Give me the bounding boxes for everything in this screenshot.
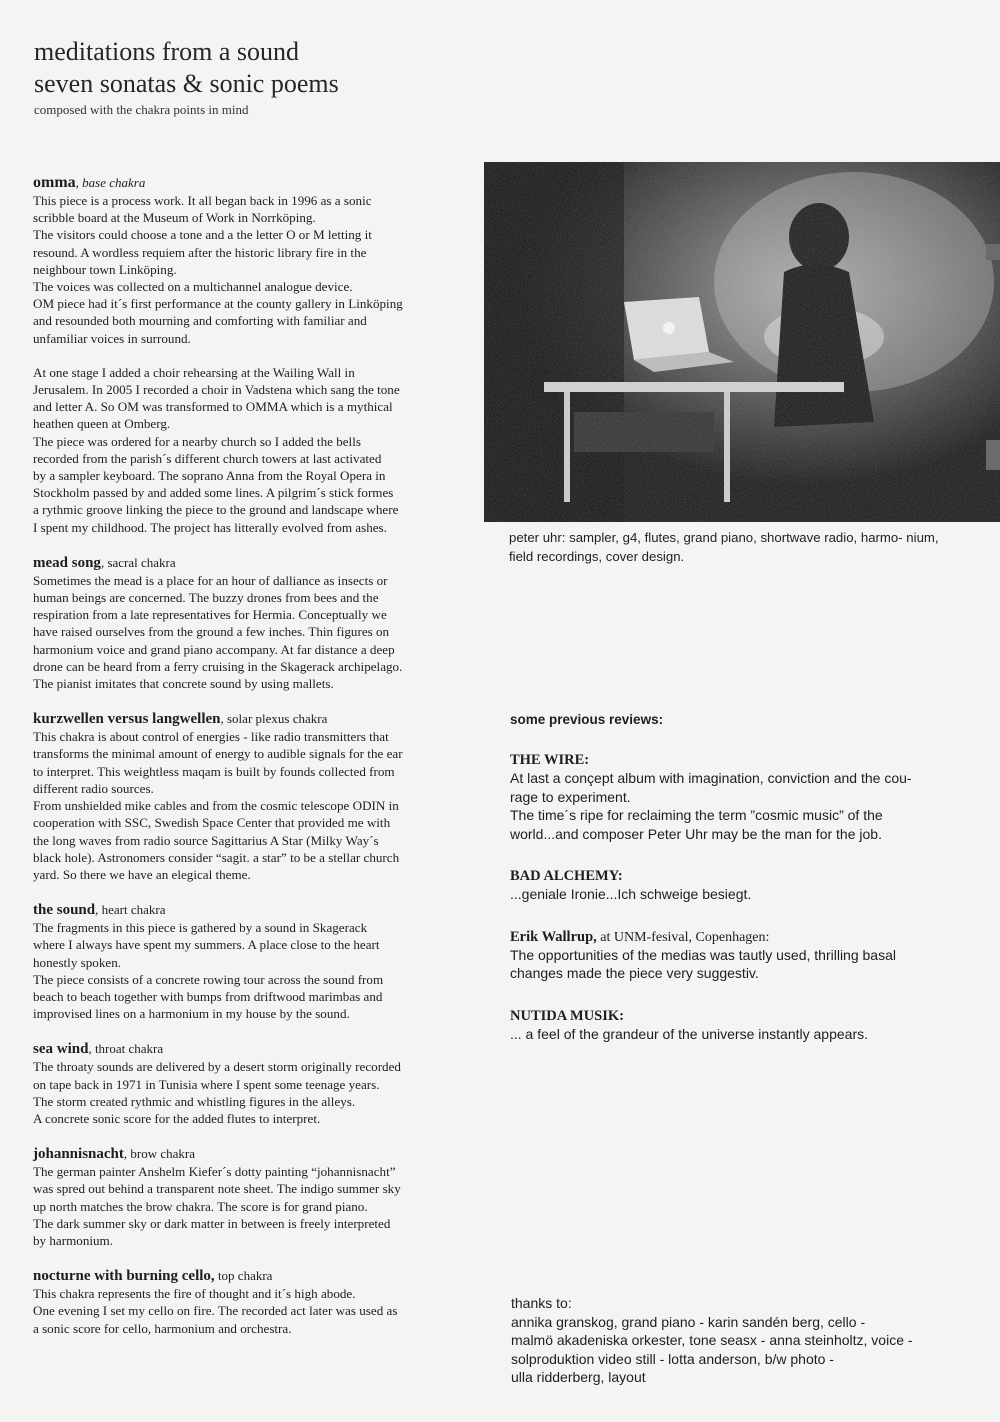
thanks-text: annika granskog, grand piano - karin sandén berg, cello - malmö akadeniska orkester, tone seasx - anna steinholtz, voice - solproduktion video still - lotta anderson, b/w photo - ulla ridderberg, layout: [511, 1313, 913, 1385]
reviews-block: [510, 712, 960, 1067]
section-title: mead song: [33, 554, 101, 571]
section-chakra: , base chakra: [75, 175, 146, 190]
review-erik-wallrup: [510, 928, 960, 983]
title-line-2: seven sonatas & sonic poems: [34, 69, 339, 98]
photo-caption: peter uhr: sampler, g4, flutes, grand piano, shortwave radio, harmo- nium, field recordings, cover design.: [509, 530, 939, 564]
section-omma: [33, 174, 453, 536]
review-text: ...geniale Ironie...Ich schweige besiegt.: [510, 886, 752, 902]
section-heading: [33, 901, 453, 919]
section-paragraph: This chakra is about control of energies - like radio transmitters that transforms the minimal amount of energy to audible signals for the ear to interpret. This weightless maqam is built by founds collected from different radio sources. From unshielded mike cables and from the cosmic telescope ODIN in cooperation with SSC, Swedish Space Center that provided me with the long waves from radio source Sagittarius A Star (Milky Way´s black hole). Astronomers consider “sagit. a star” to be a stellar church yard. So there we have an elegical theme.: [33, 729, 403, 882]
review-source-line: [510, 1007, 960, 1025]
section-paragraph: Sometimes the mead is a place for an hour of dalliance as insects or human beings are concerned. The buzzy drones from bees and the respiration from a late representatives for Hermia. Conceptually we have raised ourselves from the ground a few inches. Thin figures on harmonium voice and grand piano accompany. At far distance a deep drone can be heard from a ferry cruising in the Skagerack archipelago. The pianist imitates that concrete sound by using mallets.: [33, 572, 403, 692]
section-sea-wind: [33, 1040, 453, 1127]
performance-photo-graphic: [484, 162, 1000, 522]
thanks-block: [511, 1294, 971, 1387]
review-the-wire: [510, 751, 960, 843]
section-title: kurzwellen versus langwellen: [33, 711, 221, 728]
review-where: at UNM-fesival, Copenhagen:: [596, 929, 770, 945]
section-nocturne: [33, 1267, 453, 1337]
review-source-line: [510, 928, 960, 946]
section-kurzwellen: [33, 710, 453, 883]
review-text: The opportunities of the medias was tautly used, thrilling basal changes made the piece very suggestiv.: [510, 946, 896, 981]
section-mead-song: [33, 554, 453, 692]
performance-photo: [484, 162, 1000, 522]
review-text: ... a feel of the grandeur of the universe instantly appears.: [510, 1025, 868, 1042]
section-heading: [33, 1267, 453, 1285]
section-title: johannisnacht: [33, 1146, 124, 1163]
section-title: nocturne with burning cello,: [33, 1268, 215, 1285]
review-source: Erik Wallrup,: [510, 928, 597, 945]
page-header: [34, 36, 554, 118]
section-heading: [33, 710, 453, 728]
title-line-1: meditations from a sound: [34, 37, 300, 66]
section-paragraph: The throaty sounds are delivered by a desert storm originally recorded on tape back in 1971 in Tunisia where I spent some teenage years. The storm created rythmic and whistling figures in the alleys. A concrete sonic score for the added flutes to interpret.: [33, 1059, 401, 1126]
section-title: sea wind: [33, 1041, 89, 1058]
section-heading: [33, 1145, 453, 1163]
section-title: the sound: [33, 902, 96, 919]
section-chakra: , solar plexus chakra: [220, 711, 328, 727]
review-bad-alchemy: [510, 867, 960, 904]
sonata-list: [33, 174, 453, 1337]
review-source-line: [510, 867, 960, 885]
section-chakra: top chakra: [214, 1268, 273, 1284]
review-text: At last a conçept album with imagination, conviction and the cou- rage to experiment. The time´s ripe for reclaiming the term ”cosmic music” of the world...and composer Peter Uhr may be the man for the job.: [510, 770, 912, 842]
review-nutida-musik: [510, 1007, 960, 1044]
page-edge-tab: [986, 244, 1000, 260]
section-heading: [33, 174, 453, 192]
section-paragraph: The fragments in this piece is gathered by a sound in Skagerack where I always have spent my summers. A place close to the heart honestly spoken. The piece consists of a concrete rowing tour across the sound from beach to beach together with bumps from driftwood marimbas and improvised lines on a harmonium in my house by the sound.: [33, 920, 384, 1022]
subtitle: composed with the chakra points in mind: [34, 102, 249, 117]
section-paragraph: This piece is a process work. It all began back in 1996 as a sonic scribble board at the Museum of Work in Norrköping. The visitors could choose a tone and a the letter O or M letting it resound. A wordless requiem after the historic library fire in the neighbour town Linköping. The voices was collected on a multichannel analogue device. OM piece had it´s first performance at the county gallery in Linköping and resounded both mourning and comforting with familiar and unfamiliar voices in surround.: [33, 193, 403, 346]
section-heading: [33, 554, 453, 572]
section-paragraph: The german painter Anshelm Kiefer´s dotty painting “johannisnacht” was spred out behind a transparent note sheet. The indigo summer sky up north matches the brow chakra. The score is for grand piano. The dark summer sky or dark matter in between is freely interpreted by harmonium.: [33, 1164, 401, 1248]
section-paragraph: At one stage I added a choir rehearsing at the Wailing Wall in Jerusalem. In 2005 I recorded a choir in Vadstena which sang the tone and letter A. So OM was transformed to OMMA which is a mythical heathen queen at Omberg. The piece was ordered for a nearby church so I added the bells recorded from the parish´s different church towers at last activated by a sampler keyboard. The soprano Anna from the Royal Opera in Stockholm passed by and added some lines. A pilgrim´s stick formes a rythmic groove linking the piece to the ground and landscape where I spent my childhood. The project has litterally evolved from ashes.: [33, 364, 400, 535]
review-source: NUTIDA MUSIK:: [510, 1007, 624, 1024]
section-chakra: , sacral chakra: [100, 554, 176, 570]
section-johannisnacht: [33, 1145, 453, 1249]
thanks-label: thanks to:: [511, 1295, 572, 1311]
section-chakra: , brow chakra: [123, 1146, 195, 1162]
section-the-sound: [33, 901, 453, 1022]
reviews-heading: some previous reviews:: [510, 712, 664, 727]
review-source: THE WIRE:: [510, 752, 590, 768]
review-source-line: [510, 751, 960, 769]
section-paragraph: This chakra represents the fire of thought and it´s high abode. One evening I set my cello on fire. The recorded act later was used as a sonic score for cello, harmonium and orchestra.: [33, 1286, 398, 1336]
section-chakra: , heart chakra: [95, 902, 166, 918]
section-title: omma: [33, 174, 76, 191]
review-source: BAD ALCHEMY:: [510, 868, 623, 884]
section-chakra: , throat chakra: [88, 1041, 164, 1057]
page-edge-tab: [986, 440, 1000, 470]
section-heading: [33, 1040, 453, 1058]
